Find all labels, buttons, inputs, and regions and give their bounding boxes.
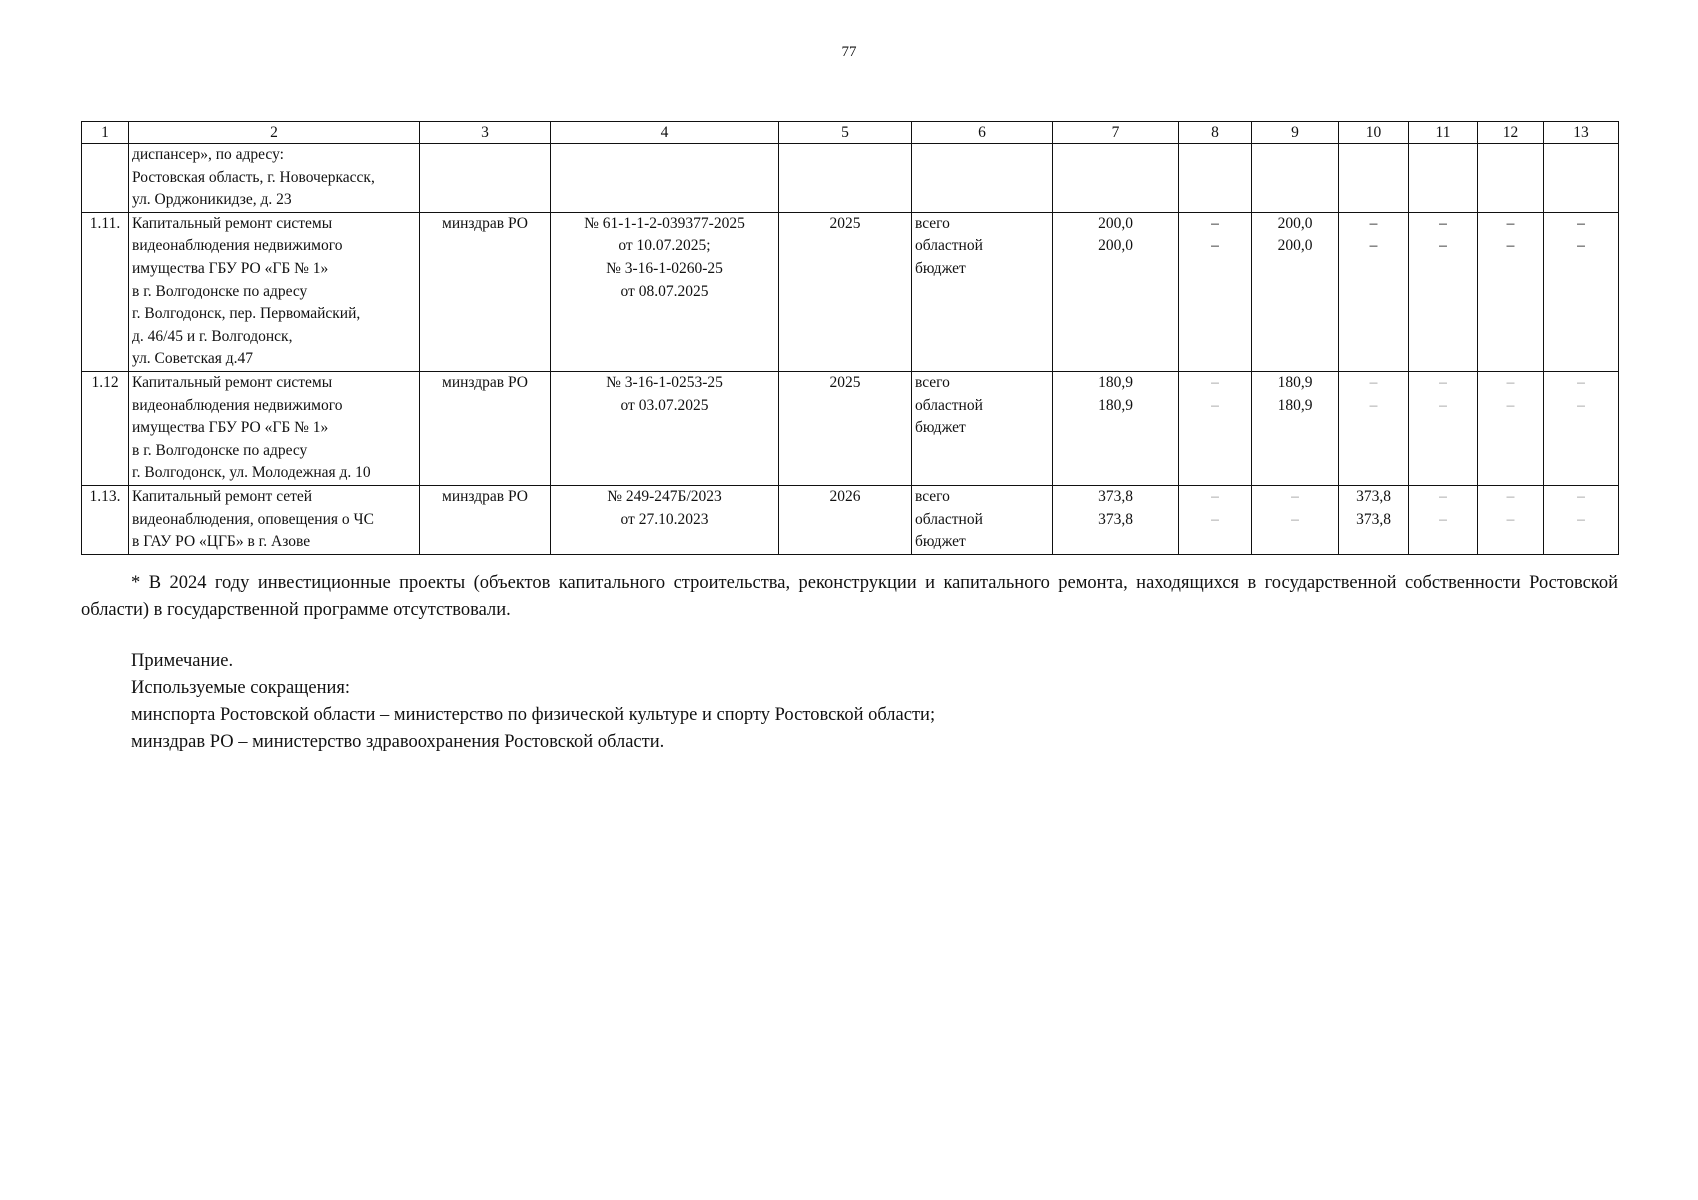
cell-documents: [551, 212, 779, 371]
cell-col-8: [1179, 212, 1252, 371]
cell-number: 1.13.: [82, 485, 129, 554]
source-line: областной: [915, 396, 983, 414]
cell-responsible: [420, 144, 551, 213]
cell-col-11: [1409, 212, 1478, 371]
source-line: областной: [915, 510, 983, 528]
cell-col-10: [1339, 212, 1409, 371]
column-header-6: 6: [912, 122, 1053, 144]
c10-line: 373,8: [1356, 510, 1391, 528]
cell-col-12: [1478, 485, 1544, 554]
cell-col-13: [1544, 212, 1619, 371]
cell-col-12: [1478, 144, 1544, 213]
cell-col-10: [1339, 144, 1409, 213]
c10-line: –: [1369, 237, 1378, 255]
doc-line: № 61-1-1-2-039377-2025: [584, 214, 745, 232]
doc-line: № 249-247Б/2023: [607, 487, 722, 505]
cell-col-9: [1252, 212, 1339, 371]
cell-col-13: [1544, 371, 1619, 485]
c7-line: 373,8: [1098, 487, 1133, 505]
cell-documents: [551, 485, 779, 554]
cell-year: 2026: [779, 485, 912, 554]
c9-line: 200,0: [1277, 237, 1313, 255]
cell-col-7: [1053, 212, 1179, 371]
notes-block: [131, 648, 1611, 756]
c7-line: 373,8: [1098, 510, 1133, 528]
cell-funding-source: [912, 144, 1053, 213]
c7-line: 200,0: [1098, 214, 1133, 232]
c7-line: 180,9: [1098, 396, 1133, 414]
name-line: видеонаблюдения недвижимого: [132, 237, 343, 255]
source-line: бюджет: [915, 419, 966, 437]
notes-title: Примечание.: [131, 651, 234, 671]
column-header-2: 2: [129, 122, 420, 144]
cell-project-name: [129, 371, 420, 485]
cell-col-8: [1179, 485, 1252, 554]
c9-line: 180,9: [1277, 373, 1313, 391]
column-header-7: 7: [1053, 122, 1179, 144]
name-line: ул. Орджоникидзе, д. 23: [132, 191, 292, 209]
name-line: Капитальный ремонт системы: [132, 214, 333, 232]
c9-line: –: [1291, 510, 1299, 528]
name-line: Капитальный ремонт сетей: [132, 487, 313, 505]
column-header-10: 10: [1339, 122, 1409, 144]
c7-line: 180,9: [1098, 373, 1133, 391]
table-body: [82, 144, 1619, 555]
c8-line: –: [1211, 510, 1219, 528]
c8-line: –: [1211, 396, 1219, 414]
doc-line: от 03.07.2025: [620, 396, 709, 414]
abbreviation-minsport: минспорта Ростовской области – министерство по физической культуре и спорту Ростовской области;: [131, 705, 936, 725]
cell-responsible: минздрав РО: [420, 212, 551, 371]
doc-line: от 08.07.2025: [620, 282, 709, 300]
column-header-3: 3: [420, 122, 551, 144]
source-line: всего: [915, 487, 950, 505]
page-number: 77: [841, 44, 857, 60]
c12-line: –: [1506, 214, 1515, 232]
cell-project-name: [129, 485, 420, 554]
cell-number: [82, 144, 129, 213]
c10-line: 373,8: [1356, 487, 1391, 505]
cell-project-name: [129, 144, 420, 213]
name-line: г. Волгодонск, ул. Молодежная д. 10: [132, 464, 371, 482]
name-line: Ростовская область, г. Новочеркасск,: [132, 168, 375, 186]
cell-col-10: [1339, 485, 1409, 554]
c13-line: –: [1577, 373, 1585, 391]
c12-line: –: [1506, 373, 1515, 391]
cell-col-7: [1053, 485, 1179, 554]
cell-col-9: [1252, 485, 1339, 554]
cell-col-12: [1478, 371, 1544, 485]
source-line: всего: [915, 373, 950, 391]
c13-line: –: [1577, 396, 1585, 414]
name-line: видеонаблюдения, оповещения о ЧС: [132, 510, 374, 528]
row-continued: [82, 144, 1619, 213]
c12-line: –: [1506, 487, 1515, 505]
doc-line: № 3-16-1-0260-25: [606, 259, 723, 277]
c11-line: –: [1439, 510, 1447, 528]
cell-year: 2025: [779, 212, 912, 371]
cell-col-8: [1179, 144, 1252, 213]
investment-projects-table: [81, 121, 1619, 555]
c12-line: –: [1506, 396, 1515, 414]
abbreviation-minzdrav: минздрав РО – министерство здравоохранения Ростовской области.: [131, 732, 665, 752]
name-line: д. 46/45 и г. Волгодонск,: [132, 327, 293, 345]
cell-col-13: [1544, 144, 1619, 213]
column-header-11: 11: [1409, 122, 1478, 144]
doc-line: от 10.07.2025;: [618, 237, 711, 255]
c13-line: –: [1577, 487, 1585, 505]
source-line: бюджет: [915, 259, 966, 277]
c13-line: –: [1577, 510, 1585, 528]
c11-line: –: [1439, 214, 1447, 232]
cell-number: 1.11.: [82, 212, 129, 371]
cell-documents: [551, 144, 779, 213]
cell-year: 2025: [779, 371, 912, 485]
column-header-1: 1: [82, 122, 129, 144]
cell-col-11: [1409, 485, 1478, 554]
column-header-5: 5: [779, 122, 912, 144]
cell-documents: [551, 371, 779, 485]
c8-line: –: [1211, 373, 1219, 391]
column-header-9: 9: [1252, 122, 1339, 144]
cell-col-10: [1339, 371, 1409, 485]
cell-col-12: [1478, 212, 1544, 371]
cell-col-13: [1544, 485, 1619, 554]
c8-line: –: [1211, 487, 1219, 505]
column-header-12: 12: [1478, 122, 1544, 144]
name-line: диспансер», по адресу:: [132, 146, 284, 163]
c13-line: –: [1577, 237, 1585, 255]
cell-responsible: минздрав РО: [420, 371, 551, 485]
source-line: областной: [915, 237, 983, 255]
cell-col-7: [1053, 371, 1179, 485]
c10-line: –: [1369, 373, 1378, 391]
name-line: видеонаблюдения недвижимого: [132, 396, 343, 414]
name-line: имущества ГБУ РО «ГБ № 1»: [132, 419, 329, 437]
c9-line: –: [1291, 487, 1299, 505]
notes-subtitle: Используемые сокращения:: [131, 678, 351, 698]
name-line: имущества ГБУ РО «ГБ № 1»: [132, 259, 329, 277]
row-1-13: [82, 485, 1619, 554]
cell-number: 1.12: [82, 371, 129, 485]
cell-col-11: [1409, 371, 1478, 485]
name-line: в г. Волгодонске по адресу: [132, 282, 308, 300]
c12-line: –: [1506, 237, 1515, 255]
name-line: ул. Советская д.47: [132, 350, 254, 368]
c11-line: –: [1439, 373, 1447, 391]
name-line: г. Волгодонск, пер. Первомайский,: [132, 305, 361, 323]
cell-funding-source: [912, 371, 1053, 485]
cell-col-11: [1409, 144, 1478, 213]
cell-responsible: минздрав РО: [420, 485, 551, 554]
c7-line: 200,0: [1098, 237, 1133, 255]
cell-funding-source: [912, 212, 1053, 371]
column-header-13: 13: [1544, 122, 1619, 144]
c8-line: –: [1211, 237, 1219, 255]
cell-col-8: [1179, 371, 1252, 485]
footnote: * В 2024 году инвестиционные проекты (объектов капитального строительства, реконструкции и капитального ремонта, находящихся в государственной собственности Ростовской области) в государственной программе отсутствовали.: [81, 573, 1618, 620]
doc-line: № 3-16-1-0253-25: [606, 373, 723, 391]
cell-col-7: [1053, 144, 1179, 213]
source-line: бюджет: [915, 533, 966, 551]
source-line: всего: [915, 214, 950, 232]
c11-line: –: [1439, 237, 1447, 255]
column-header-4: 4: [551, 122, 779, 144]
row-1-12: [82, 371, 1619, 485]
doc-line: от 27.10.2023: [620, 510, 709, 528]
c11-line: –: [1439, 487, 1447, 505]
c10-line: –: [1369, 396, 1378, 414]
c9-line: 200,0: [1277, 214, 1313, 232]
cell-funding-source: [912, 485, 1053, 554]
row-1-11: [82, 212, 1619, 371]
cell-year: [779, 144, 912, 213]
cell-col-9: [1252, 144, 1339, 213]
cell-project-name: [129, 212, 420, 371]
name-line: в ГАУ РО «ЦГБ» в г. Азове: [132, 533, 311, 551]
name-line: в г. Волгодонске по адресу: [132, 441, 308, 459]
cell-col-9: [1252, 371, 1339, 485]
c8-line: –: [1211, 214, 1219, 232]
c9-line: 180,9: [1277, 396, 1313, 414]
c11-line: –: [1439, 396, 1447, 414]
c10-line: –: [1369, 214, 1378, 232]
column-header-8: 8: [1179, 122, 1252, 144]
name-line: Капитальный ремонт системы: [132, 373, 333, 391]
c12-line: –: [1506, 510, 1515, 528]
c13-line: –: [1577, 214, 1585, 232]
header-row: [82, 122, 1619, 144]
